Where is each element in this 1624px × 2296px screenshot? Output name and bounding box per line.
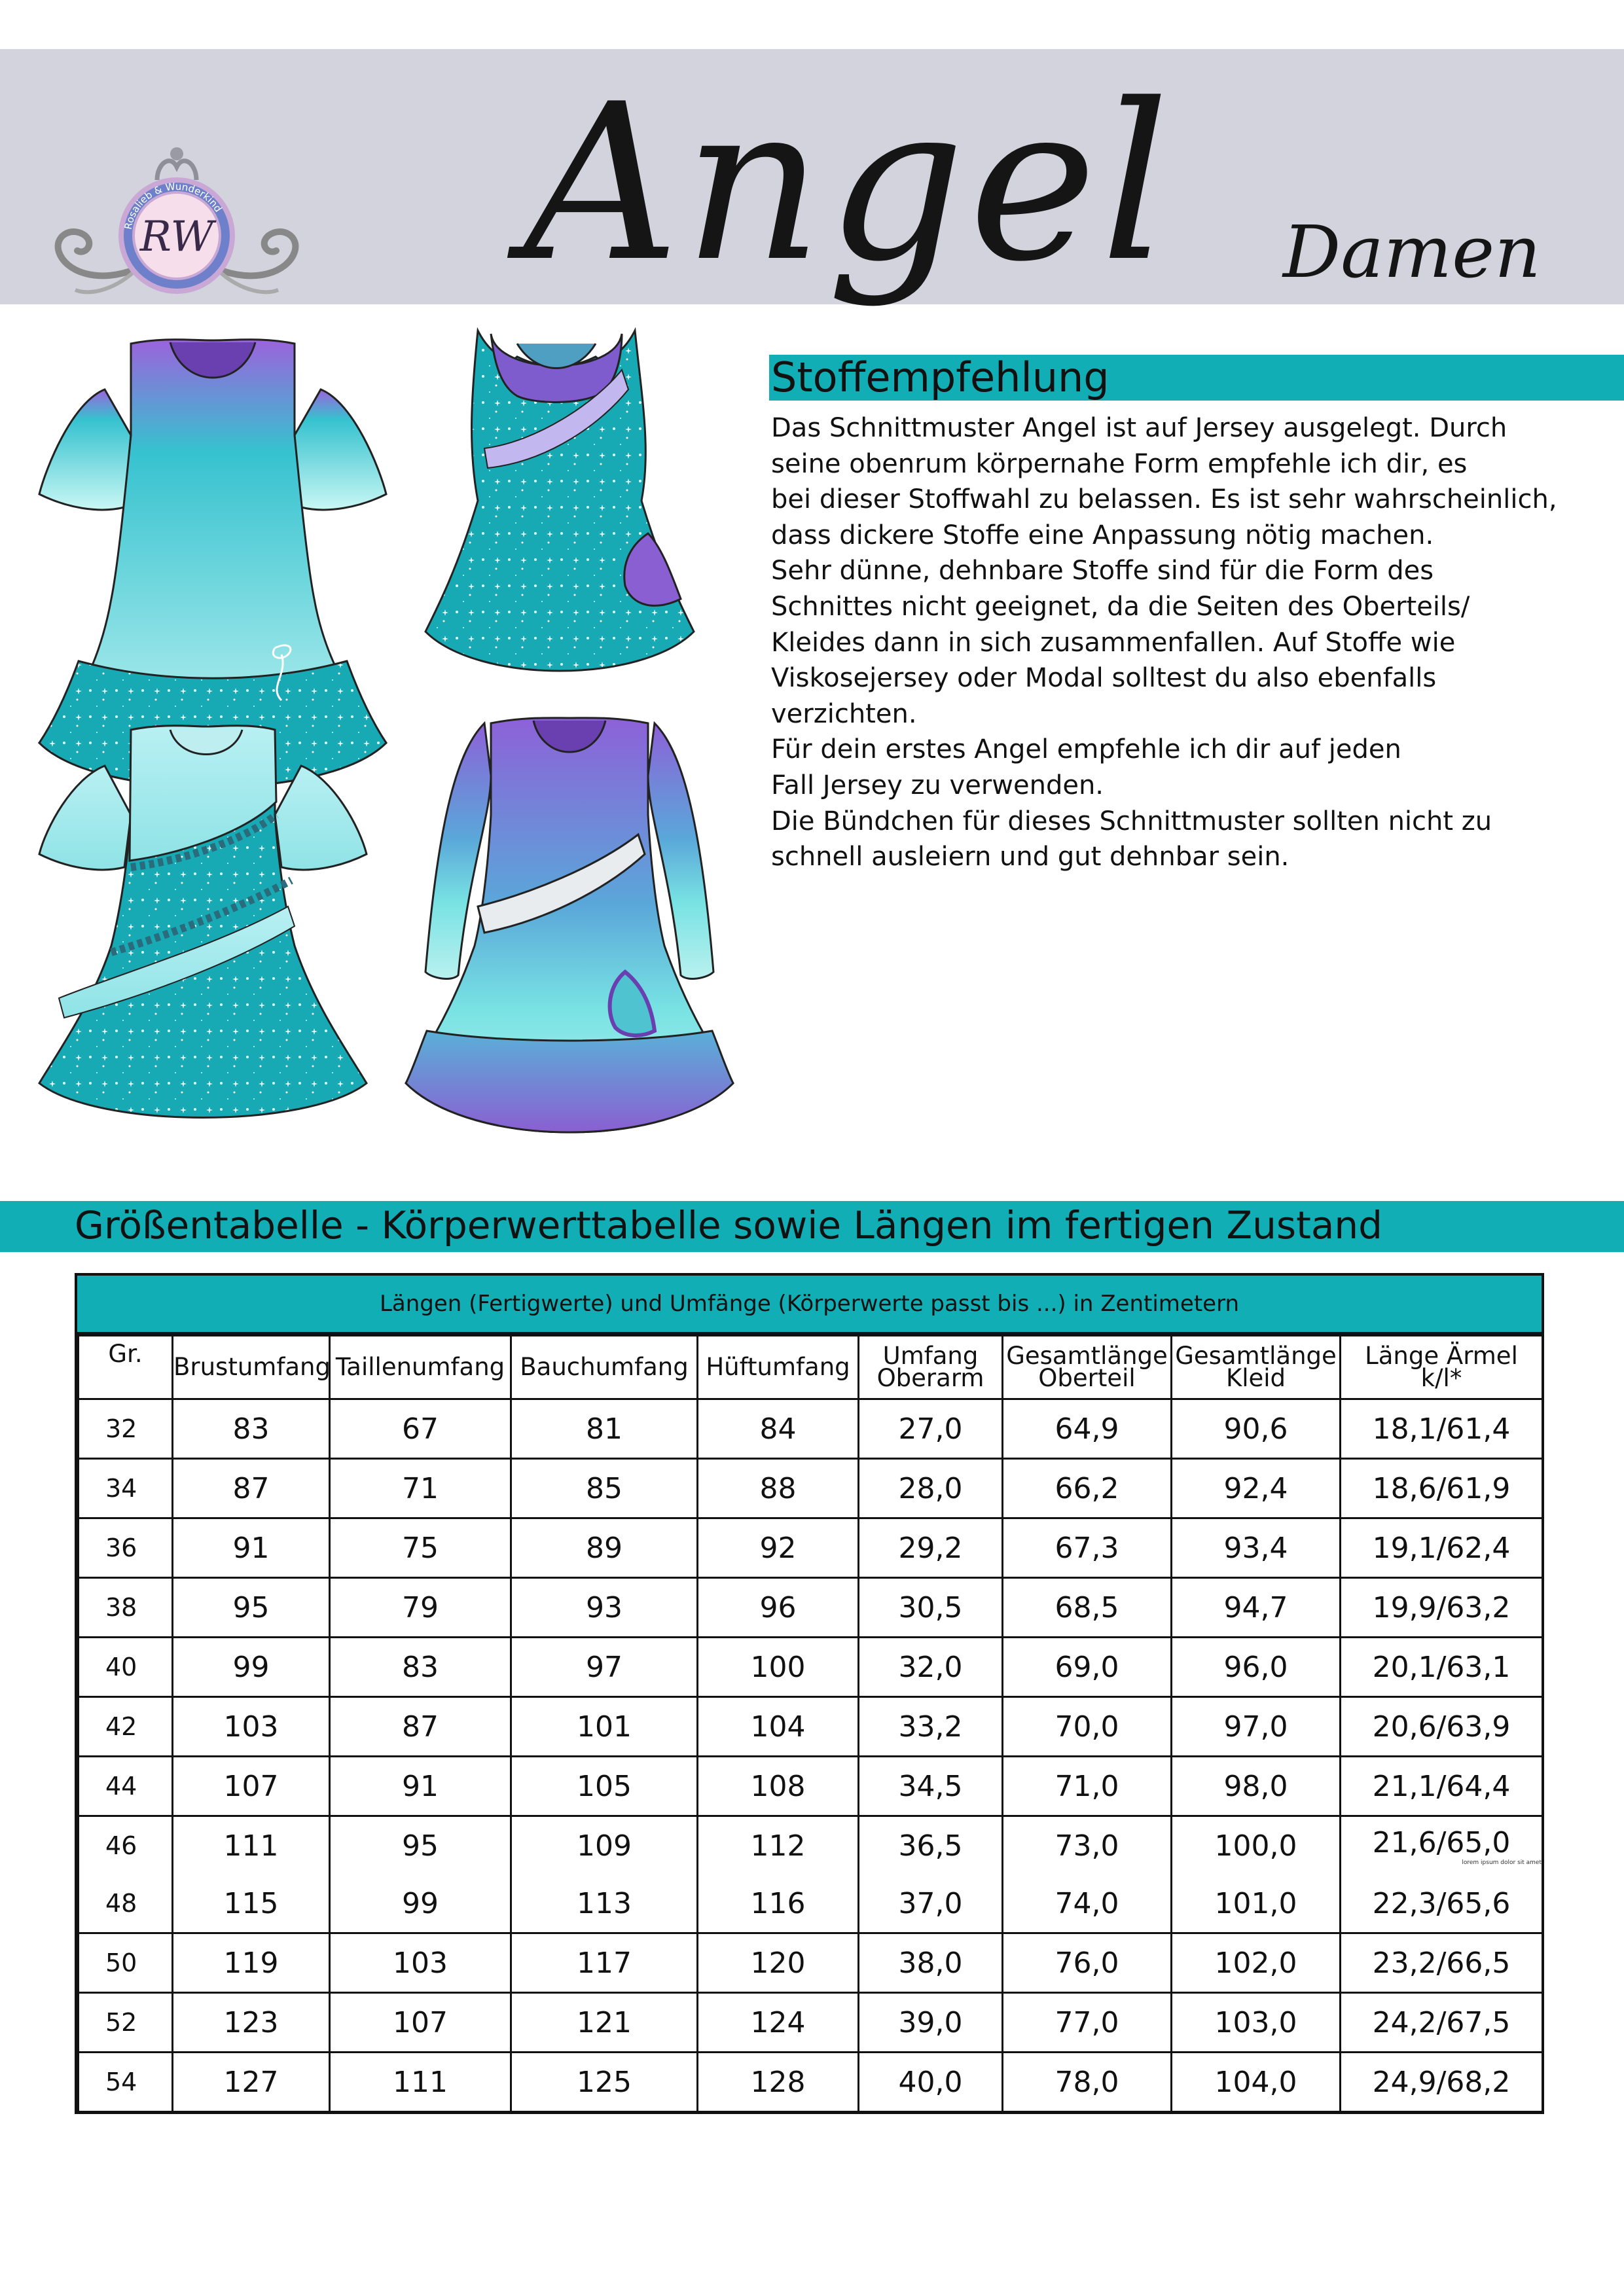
value-cell: 34,5 — [859, 1757, 1003, 1816]
fabric-line: bei dieser Stoffwahl zu belassen. Es ist sehr wahrscheinlich, — [771, 484, 1557, 515]
col-header-laenge-oberteil — [1003, 1336, 1172, 1399]
value-cell: 24,9/68,2 — [1341, 2053, 1543, 2112]
col-header-size: Gr. — [79, 1336, 173, 1399]
value-cell: 81 — [511, 1399, 698, 1459]
value-cell: 95 — [173, 1578, 330, 1638]
dress-sleeveless — [425, 331, 694, 671]
size-row — [79, 2053, 1543, 2112]
fabric-heading: Stoffempfehlung — [771, 353, 1110, 401]
value-cell: 79 — [330, 1578, 511, 1638]
fabric-line: Sehr dünne, dehnbare Stoffe sind für die Form des — [771, 556, 1434, 586]
value-cell: 75 — [330, 1518, 511, 1578]
value-cell: 103 — [330, 1933, 511, 1993]
size-row — [79, 1816, 1543, 1875]
size-cell: 38 — [79, 1578, 173, 1638]
value-cell: 19,9/63,2 — [1341, 1578, 1543, 1638]
value-cell: 90,6 — [1172, 1399, 1341, 1459]
value-cell: 100,0 — [1172, 1816, 1341, 1875]
size-cell: 50 — [79, 1933, 173, 1993]
value-cell: 99 — [330, 1874, 511, 1933]
size-table — [75, 1273, 1544, 2114]
value-cell: 67 — [330, 1399, 511, 1459]
value-cell: 40,0 — [859, 2053, 1003, 2112]
brand-monogram: RW — [139, 213, 214, 261]
value-cell: 32,0 — [859, 1638, 1003, 1697]
value-cell: 95 — [330, 1816, 511, 1875]
value-cell: 20,1/63,1 — [1341, 1638, 1543, 1697]
size-row — [79, 1933, 1543, 1993]
value-cell: 89 — [511, 1518, 698, 1578]
value-cell: 67,3 — [1003, 1518, 1172, 1578]
value-cell: 101,0 — [1172, 1874, 1341, 1933]
col-header-oberarm — [859, 1336, 1003, 1399]
value-cell: 107 — [173, 1757, 330, 1816]
fabric-line: Kleides dann in sich zusammenfallen. Auf Stoffe wie — [771, 627, 1456, 658]
value-cell: 125 — [511, 2053, 698, 2112]
size-row — [79, 1697, 1543, 1757]
fabric-line: Fall Jersey zu verwenden. — [771, 770, 1104, 800]
value-cell: 29,2 — [859, 1518, 1003, 1578]
value-cell: 21,1/64,4 — [1341, 1757, 1543, 1816]
value-cell: 115 — [173, 1874, 330, 1933]
size-cell: 36 — [79, 1518, 173, 1578]
value-cell: 76,0 — [1003, 1933, 1172, 1993]
fabric-line: Viskosejersey oder Modal solltest du also ebenfalls — [771, 663, 1437, 694]
brand-ring-text: Rosalieb & Wunderkind — [122, 180, 225, 230]
size-cell: 52 — [79, 1993, 173, 2053]
value-cell: 117 — [511, 1933, 698, 1993]
dress-flutter-sleeve — [39, 340, 386, 787]
col-header-aermel: Länge Ärmel k/l* — [1341, 1336, 1543, 1399]
pattern-subtitle: Damen — [1283, 210, 1542, 294]
value-cell: 104,0 — [1172, 2053, 1341, 2112]
fabric-recommendation-text — [771, 410, 1609, 875]
value-cell: 33,2 — [859, 1697, 1003, 1757]
size-table-heading: Größentabelle - Körperwerttabelle sowie Längen im fertigen Zustand — [75, 1203, 1382, 1247]
value-cell: 84 — [698, 1399, 859, 1459]
value-cell: 74,0 — [1003, 1874, 1172, 1933]
value-cell: 77,0 — [1003, 1993, 1172, 2053]
size-cell: 34 — [79, 1459, 173, 1518]
dress-illustrations — [33, 317, 766, 1168]
size-row — [79, 1518, 1543, 1578]
size-row — [79, 1459, 1543, 1518]
col-header-bauch: Bauchumfang — [511, 1336, 698, 1399]
value-cell: 88 — [698, 1459, 859, 1518]
col-header-laenge-kleid-line2: Kleid — [1225, 1364, 1286, 1392]
value-cell: 69,0 — [1003, 1638, 1172, 1697]
size-cell: 32 — [79, 1399, 173, 1459]
value-cell: 103,0 — [1172, 1993, 1341, 2053]
size-cell: 44 — [79, 1757, 173, 1816]
value-cell: 93 — [511, 1578, 698, 1638]
value-cell: 73,0 — [1003, 1816, 1172, 1875]
value-cell: 37,0 — [859, 1874, 1003, 1933]
value-cell: 28,0 — [859, 1459, 1003, 1518]
value-cell: 78,0 — [1003, 2053, 1172, 2112]
value-cell: 107 — [330, 1993, 511, 2053]
value-cell: 102,0 — [1172, 1933, 1341, 1993]
col-header-oberarm-line1: Umfang — [882, 1342, 979, 1370]
value-cell: 93,4 — [1172, 1518, 1341, 1578]
value-cell: 94,7 — [1172, 1578, 1341, 1638]
size-table-header-row — [79, 1336, 1543, 1399]
dress-flutter-light — [39, 726, 367, 1118]
fabric-line: verzichten. — [771, 698, 917, 729]
value-cell: 24,2/67,5 — [1341, 1993, 1543, 2053]
brand-logo — [39, 128, 314, 317]
value-cell: 92,4 — [1172, 1459, 1341, 1518]
size-cell: 54 — [79, 2053, 173, 2112]
size-table-caption: Längen (Fertigwerte) und Umfänge (Körperwerte passt bis ...) in Zentimetern — [77, 1276, 1542, 1335]
fabric-line: Das Schnittmuster Angel ist auf Jersey ausgelegt. Durch — [771, 413, 1507, 443]
value-cell: 119 — [173, 1933, 330, 1993]
fabric-line: seine obenrum körpernahe Form empfehle ich dir, es — [771, 448, 1468, 479]
value-cell: 124 — [698, 1993, 859, 2053]
value-cell: 36,5 — [859, 1816, 1003, 1875]
value-cell: 87 — [330, 1697, 511, 1757]
size-row — [79, 1757, 1543, 1816]
value-cell: 97,0 — [1172, 1697, 1341, 1757]
value-cell: 127 — [173, 2053, 330, 2112]
col-header-laenge-kleid — [1172, 1336, 1341, 1399]
value-cell: 123 — [173, 1993, 330, 2053]
value-cell: 96,0 — [1172, 1638, 1341, 1697]
size-row — [79, 1993, 1543, 2053]
value-cell: 18,6/61,9 — [1341, 1459, 1543, 1518]
size-row — [79, 1399, 1543, 1459]
value-cell: 113 — [511, 1874, 698, 1933]
value-cell: 96 — [698, 1578, 859, 1638]
footnote-mark: lorem ipsum dolor sit amet — [1462, 1859, 1542, 1866]
value-cell: 105 — [511, 1757, 698, 1816]
value-cell: 116 — [698, 1874, 859, 1933]
value-cell: 92 — [698, 1518, 859, 1578]
value-cell: 87 — [173, 1459, 330, 1518]
value-cell: 71,0 — [1003, 1757, 1172, 1816]
fabric-line: Für dein erstes Angel empfehle ich dir auf jeden — [771, 734, 1401, 765]
col-header-oberarm-line2: Oberarm — [876, 1364, 984, 1392]
size-cell: 46 — [79, 1816, 173, 1875]
col-header-laenge-kleid-line1: Gesamtlänge — [1175, 1342, 1337, 1370]
col-header-taille: Taillenumfang — [330, 1336, 511, 1399]
col-header-laenge-oberteil-line2: Oberteil — [1038, 1364, 1136, 1392]
value-cell: 66,2 — [1003, 1459, 1172, 1518]
value-cell: 23,2/66,5 — [1341, 1933, 1543, 1993]
value-cell: 22,3/65,6 — [1341, 1874, 1543, 1933]
value-cell: 111 — [173, 1816, 330, 1875]
col-header-laenge-oberteil-line1: Gesamtlänge — [1006, 1342, 1168, 1370]
size-cell: 40 — [79, 1638, 173, 1697]
value-cell: 97 — [511, 1638, 698, 1697]
value-cell: 91 — [330, 1757, 511, 1816]
value-cell: 85 — [511, 1459, 698, 1518]
size-row — [79, 1578, 1543, 1638]
value-cell: 100 — [698, 1638, 859, 1697]
col-header-brust: Brustumfang — [173, 1336, 330, 1399]
value-cell: 68,5 — [1003, 1578, 1172, 1638]
value-cell: 70,0 — [1003, 1697, 1172, 1757]
value-cell: 83 — [330, 1638, 511, 1697]
value-cell: 101 — [511, 1697, 698, 1757]
value-cell: 108 — [698, 1757, 859, 1816]
value-cell: 91 — [173, 1518, 330, 1578]
value-cell: 112 — [698, 1816, 859, 1875]
value-cell: 39,0 — [859, 1993, 1003, 2053]
col-header-huefte: Hüftumfang — [698, 1336, 859, 1399]
value-cell: 38,0 — [859, 1933, 1003, 1993]
value-cell: 120 — [698, 1933, 859, 1993]
value-cell: 18,1/61,4 — [1341, 1399, 1543, 1459]
value-cell: 64,9 — [1003, 1399, 1172, 1459]
value-cell: 21,6/65,0 lorem ipsum dolor sit amet — [1341, 1816, 1543, 1875]
pattern-title: Angel — [524, 58, 1174, 309]
value-cell: 121 — [511, 1993, 698, 2053]
header-band — [0, 49, 1624, 309]
value-cell: 128 — [698, 2053, 859, 2112]
value-cell: 98,0 — [1172, 1757, 1341, 1816]
fabric-line: schnell ausleiern und gut dehnbar sein. — [771, 842, 1290, 872]
value-cell: 103 — [173, 1697, 330, 1757]
size-cell: 48 — [79, 1874, 173, 1933]
value-cell: 104 — [698, 1697, 859, 1757]
fabric-line: Schnittes nicht geeignet, da die Seiten des Oberteils/ — [771, 591, 1470, 622]
size-cell: 42 — [79, 1697, 173, 1757]
value-cell: 111 — [330, 2053, 511, 2112]
value-cell: 71 — [330, 1459, 511, 1518]
value-cell: 20,6/63,9 — [1341, 1697, 1543, 1757]
size-row — [79, 1638, 1543, 1697]
size-table-grid — [77, 1335, 1543, 2113]
value-cell: 109 — [511, 1816, 698, 1875]
fabric-line: dass dickere Stoffe eine Anpassung nötig machen. — [771, 520, 1434, 550]
value-cell: 99 — [173, 1638, 330, 1697]
value-cell: 83 — [173, 1399, 330, 1459]
value-cell: 30,5 — [859, 1578, 1003, 1638]
fabric-line: Die Bündchen für dieses Schnittmuster sollten nicht zu — [771, 806, 1492, 836]
value-cell: 27,0 — [859, 1399, 1003, 1459]
value-cell: 19,1/62,4 — [1341, 1518, 1543, 1578]
dress-long-sleeve — [406, 718, 733, 1132]
size-row — [79, 1874, 1543, 1933]
